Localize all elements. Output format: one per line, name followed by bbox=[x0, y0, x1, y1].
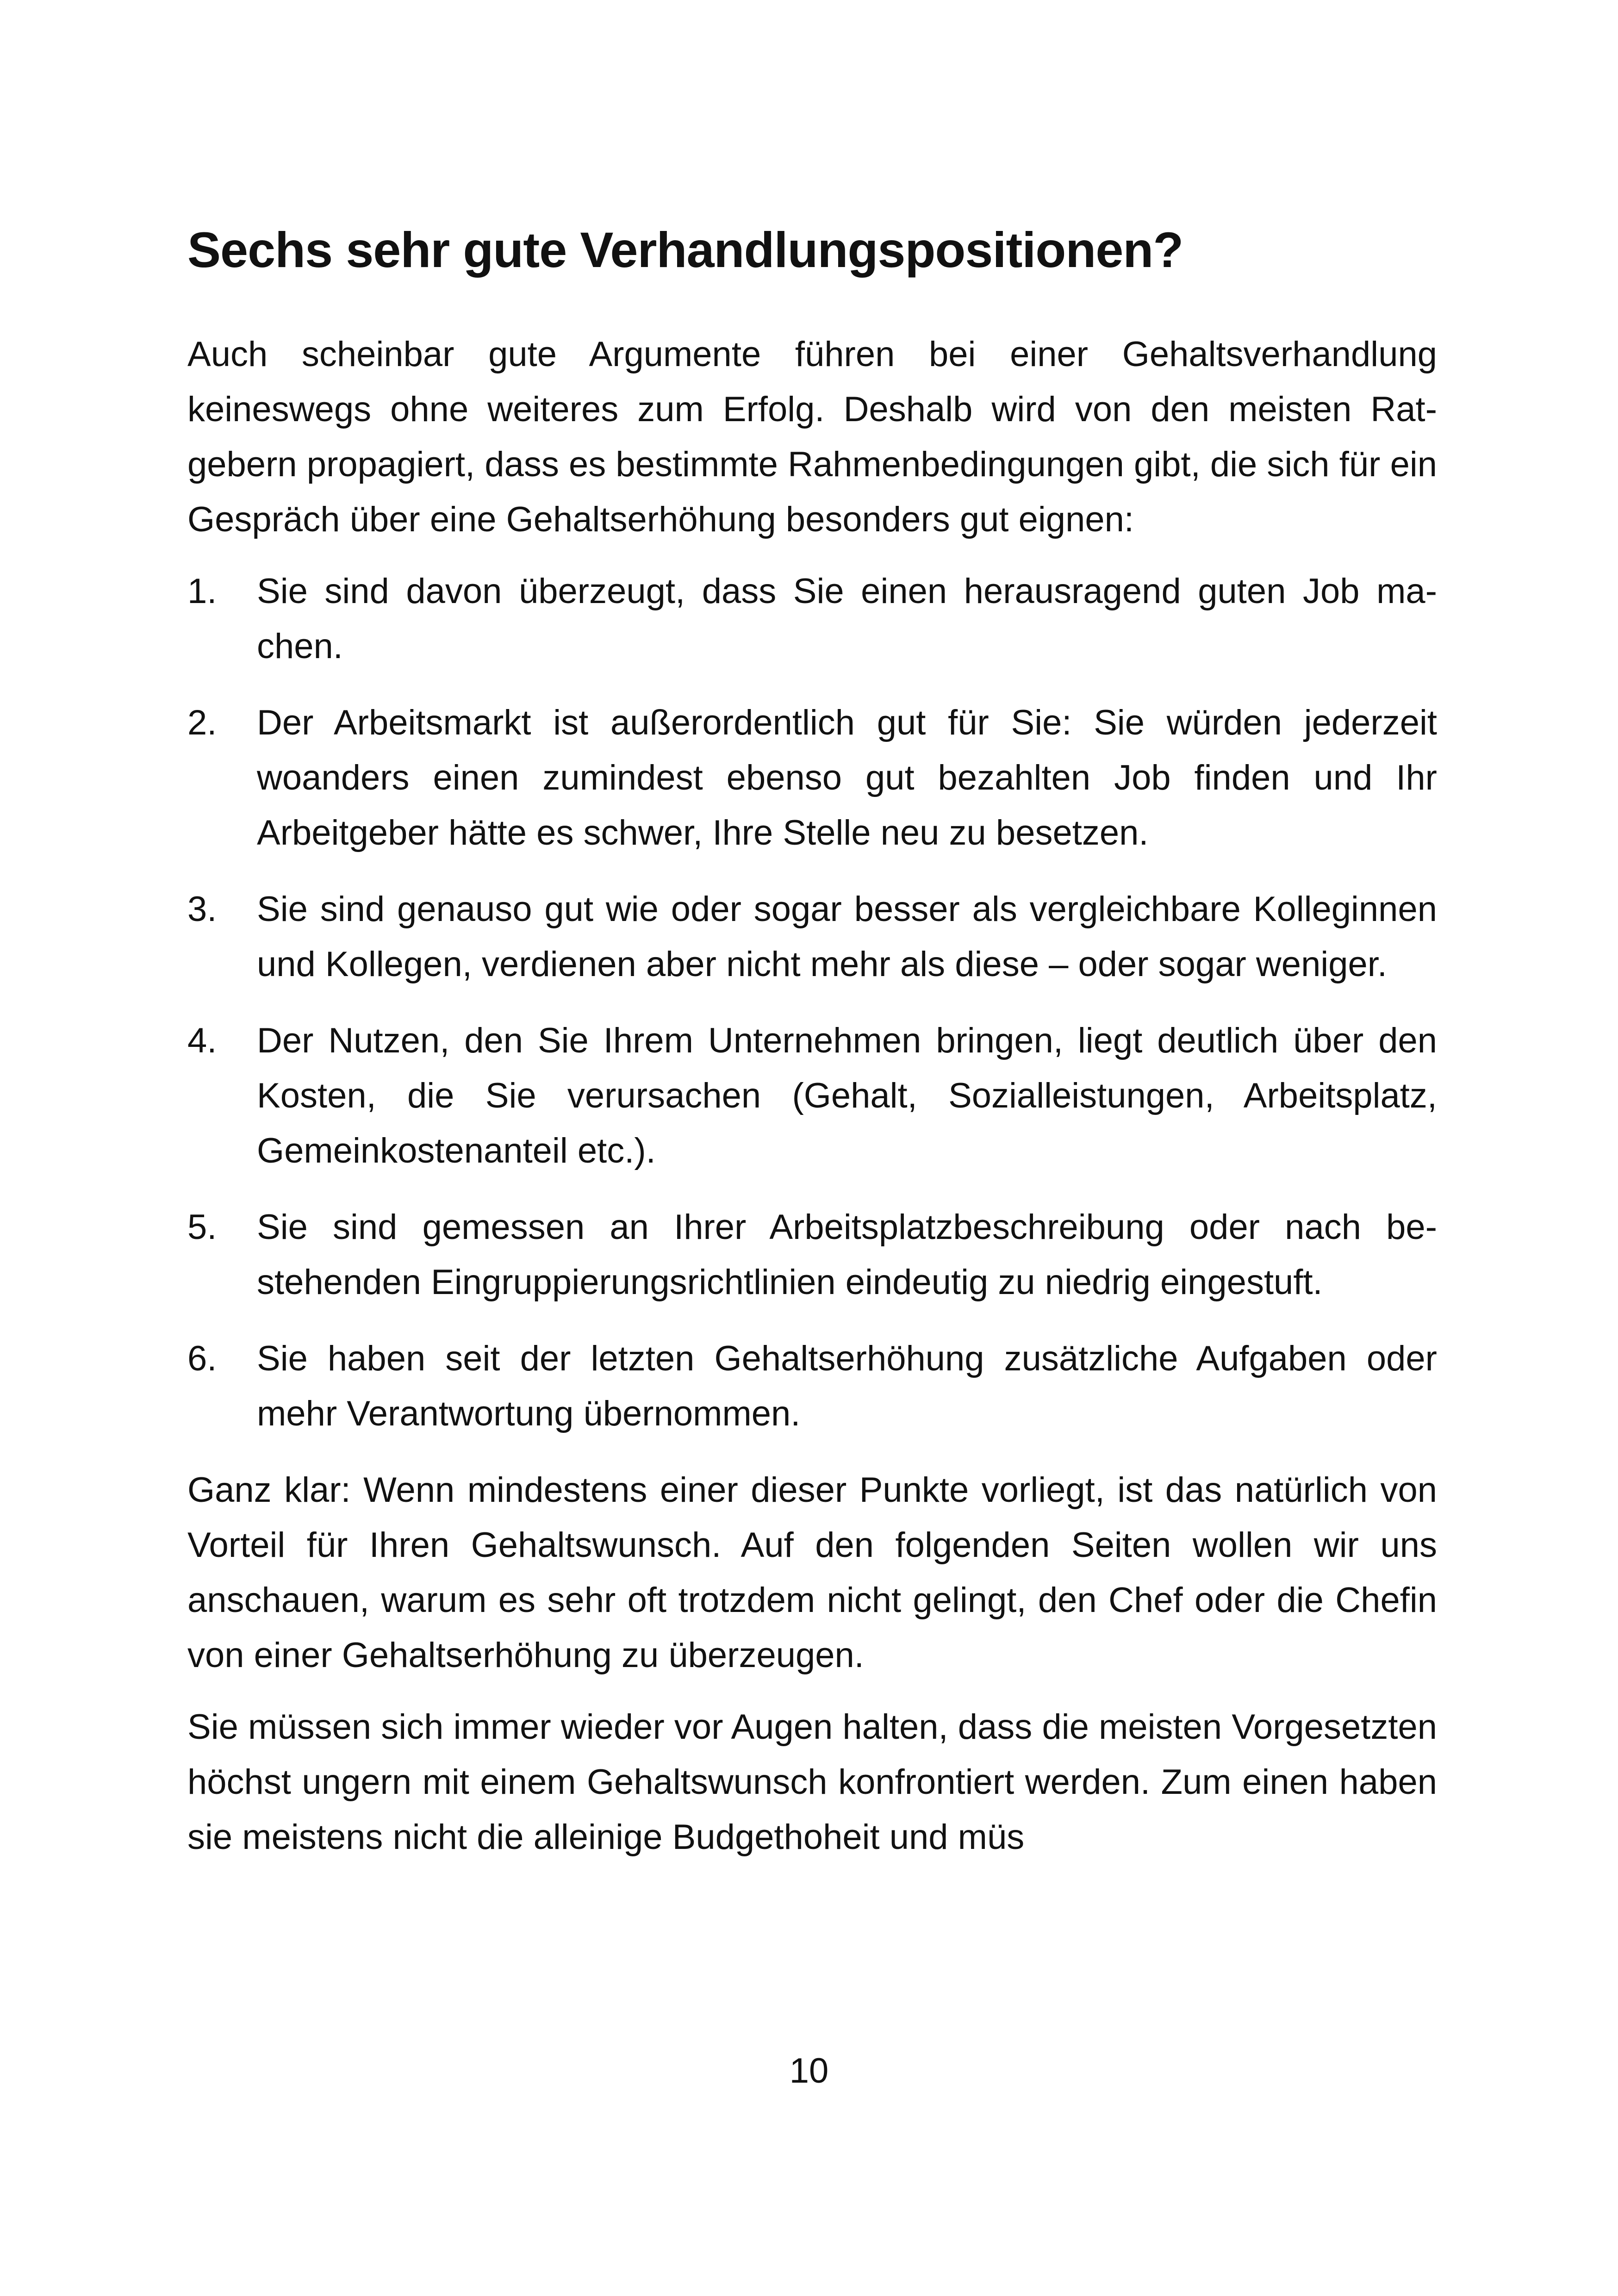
list-item-text: Sie sind gemessen an Ihrer Arbeitsplatzbeschreibung oder nach bestehenden Eingruppierungsrichtlinien eindeutig zu niedrig eingestuft. bbox=[257, 1207, 1437, 1302]
list-item bbox=[187, 1200, 1437, 1310]
numbered-list bbox=[187, 564, 1437, 1441]
body-paragraph: Sie müssen sich immer wieder vor Augen halten, dass die meisten Vorgesetzten höchst ungern mit einem Gehaltswunsch konfrontiert werden. Zum einen haben sie meistens nicht die alleinige Budgethoheit und müs bbox=[187, 1707, 1437, 1857]
list-number: 4. bbox=[187, 1021, 217, 1060]
list-number: 5. bbox=[187, 1207, 217, 1247]
page-content bbox=[187, 218, 1437, 1881]
list-item bbox=[187, 1013, 1437, 1178]
list-item-text: Der Arbeitsmarkt ist außerordentlich gut für Sie: Sie würden jederzeit woanders einen zumindest ebenso gut bezahlten Job finden und Ihr Arbeitgeber hätte es schwer, Ihre Stelle neu zu besetzen. bbox=[257, 703, 1437, 852]
intro-paragraph: Auch scheinbar gute Argumente führen bei einer Gehaltsverhandlung keineswegs ohne weiteres zum Erfolg. Deshalb wird von den meisten Ratgebern propagiert, dass es bestimmte Rahmenbedingungen gibt, die sich für ein Gespräch über eine Gehaltserhöhung besonders gut eignen: bbox=[187, 335, 1437, 539]
page-title: Sechs sehr gute Verhandlungspositionen? bbox=[187, 222, 1183, 278]
body-paragraph: Ganz klar: Wenn mindestens einer dieser Punkte vorliegt, ist das natürlich von Vorteil für Ihren Gehaltswunsch. Auf den folgenden Seiten wollen wir uns anschauen, warum es sehr oft trotzdem nicht gelingt, den Chef oder die Chefin von einer Gehaltserhöhung zu überzeugen. bbox=[187, 1470, 1437, 1675]
list-number: 6. bbox=[187, 1339, 217, 1378]
list-number: 2. bbox=[187, 703, 217, 742]
list-number: 3. bbox=[187, 890, 217, 929]
list-item-text: Sie sind genauso gut wie oder sogar besser als vergleichbare Kolleginnen und Kollegen, verdienen aber nicht mehr als diese – oder sogar weniger. bbox=[257, 890, 1437, 984]
list-item-text: Sie haben seit der letzten Gehaltserhöhung zusätzliche Aufgaben oder mehr Verantwortung übernommen. bbox=[257, 1339, 1437, 1433]
list-number: 1. bbox=[187, 572, 217, 611]
list-item-text: Sie sind davon überzeugt, dass Sie einen herausragend guten Job machen. bbox=[257, 572, 1437, 666]
list-item bbox=[187, 1331, 1437, 1441]
page-number: 10 bbox=[789, 2051, 829, 2091]
list-item-text: Der Nutzen, den Sie Ihrem Unternehmen bringen, liegt deutlich über den Kosten, die Sie verursachen (Gehalt, Sozialleistungen, Arbeitsplatz, Gemeinkostenanteil etc.). bbox=[257, 1021, 1437, 1170]
list-item bbox=[187, 564, 1437, 674]
list-item bbox=[187, 882, 1437, 992]
list-item bbox=[187, 695, 1437, 860]
